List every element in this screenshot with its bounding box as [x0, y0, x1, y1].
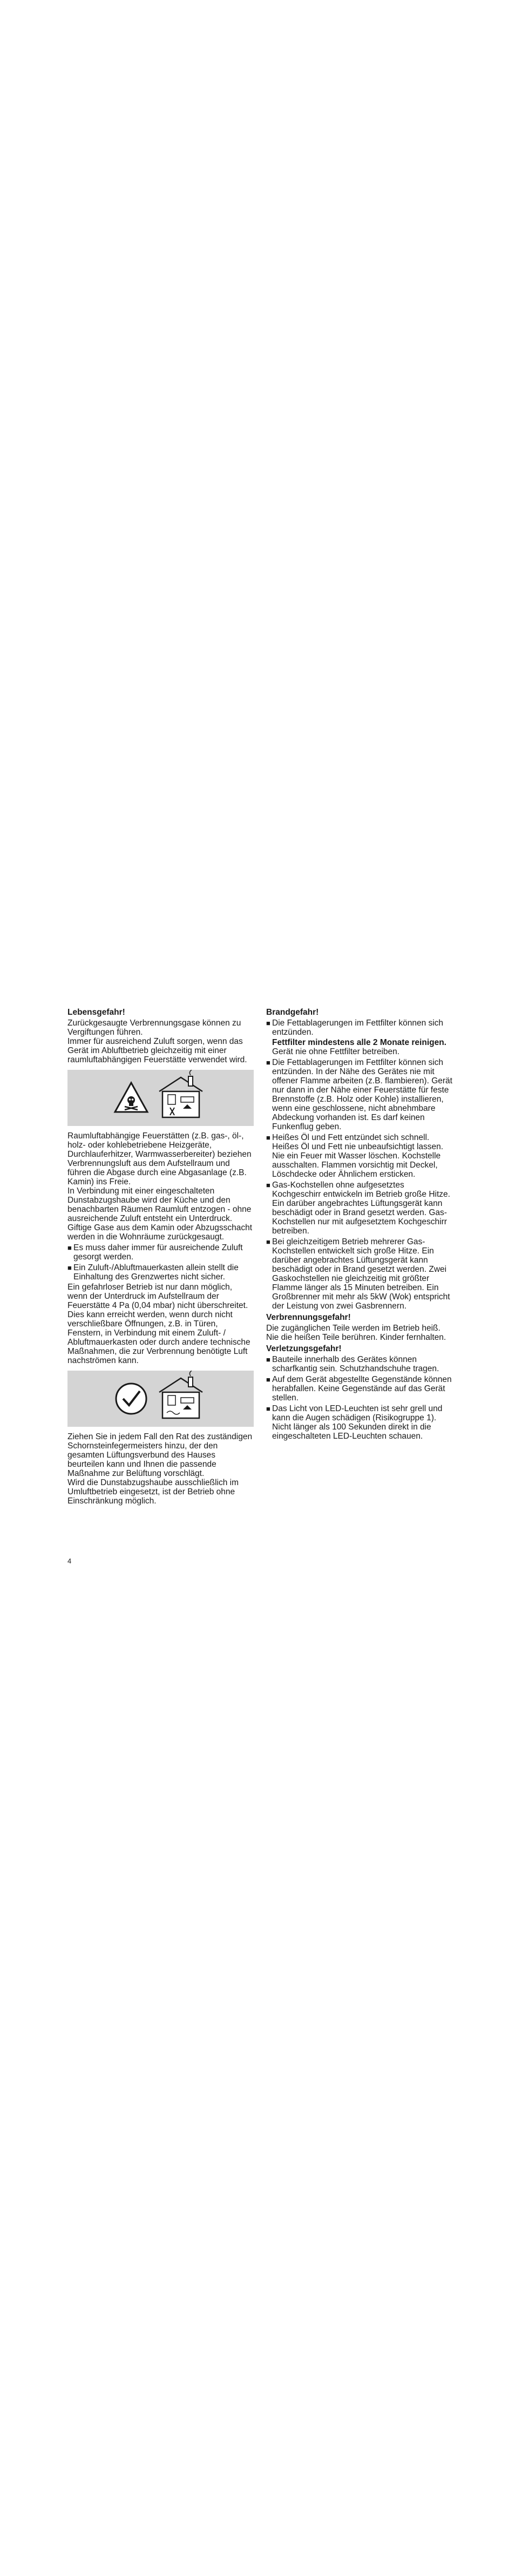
danger-house-icon	[67, 1070, 254, 1126]
checkmark-house-icon	[67, 1371, 254, 1427]
paragraph: Wird die Dunstabzugshaube ausschließlich im Umluftbetrieb eingesetzt, ist der Betrieb ohne Einschränkung möglich.	[67, 1478, 239, 1506]
paragraph: Raumluftabhängige Feuerstätten (z.B. gas-, öl-, holz- oder kohlebetriebene Heizgeräte, Durchlauferhitzer, Warmwasserbereiter) beziehen Verbrennungsluft aus dem Aufstellraum und führen die Abgase durch eine Abgasanlage (z.B. Kamin) ins Freie.	[67, 1131, 252, 1186]
list-item: ■ Bauteile innerhalb des Gerätes können scharfkantig sein. Schutzhandschuhe tragen.	[266, 1355, 439, 1373]
bullet-icon: ■	[266, 1134, 270, 1142]
paragraph: Zurückgesaugte Verbrennungsgase können zu Vergiftungen führen.	[67, 1019, 241, 1037]
heading-lebensgefahr: Lebensgefahr!	[67, 1008, 125, 1017]
paragraph: Ein gefahrloser Betrieb ist nur dann möglich, wenn der Unterdruck im Aufstellraum der Feuerstätte 4 Pa (0,04 mbar) nicht überschreitet. Dies kann erreicht werden, wenn durch nicht verschließbare Öffnungen, z.B. in Türen, Fenstern, in Verbindung mit einem Zuluft- / Abluftmauerkasten oder durch andere technische Maßnahmen, die zur Verbrennung benötigte Luft nachströmen kann.	[67, 1283, 250, 1365]
bullet-icon: ■	[67, 1264, 72, 1272]
bullet-icon: ■	[266, 1405, 270, 1413]
bullet-icon: ■	[266, 1181, 270, 1189]
list-item: ■ Heißes Öl und Fett entzündet sich schnell. Heißes Öl und Fett nie unbeaufsichtigt lassen. Nie ein Feuer mit Wasser löschen. Kochstelle ausschalten. Flammen vorsichtig mit Deckel, Löschdecke oder Ähnlichem ersticken.	[266, 1133, 444, 1179]
list-item: ■ Es muss daher immer für ausreichende Zuluft gesorgt werden.	[67, 1243, 243, 1262]
paragraph: Gerät nie ohne Fettfilter betreiben.	[272, 1047, 400, 1056]
right-column	[266, 1008, 452, 1442]
list-item: ■ Ein Zuluft-/Abluftmauerkasten allein stellt die Einhaltung des Grenzwertes nicht sicher.	[67, 1263, 239, 1282]
left-column	[67, 1008, 254, 1506]
heading-verletzungsgefahr: Verletzungsgefahr!	[266, 1344, 342, 1353]
paragraph: Ziehen Sie in jedem Fall den Rat des zuständigen Schornsteinfegermeisters hinzu, der den gesamten Lüftungsverbund des Hauses beurteilen kann und Ihnen die passende Maßnahme zur Belüftung vorschlägt.	[67, 1432, 253, 1478]
warning-figure	[67, 1070, 254, 1126]
paragraph: In Verbindung mit einer eingeschalteten Dunstabzugshaube wird der Küche und den benachbarten Räumen Raumluft entzogen - ohne ausreichende Zuluft entsteht ein Unterdruck. Giftige Gase aus dem Kamin oder Abzugsschacht werden in die Wohnräume zurückgesaugt.	[67, 1186, 253, 1242]
subheading: Fettfilter mindestens alle 2 Monate reinigen.	[272, 1038, 446, 1047]
page-number: 4	[67, 1557, 72, 1565]
bullet-icon: ■	[266, 1375, 270, 1384]
bullet-icon: ■	[266, 1019, 270, 1027]
ok-figure	[67, 1371, 254, 1427]
paragraph: Immer für ausreichend Zuluft sorgen, wenn das Gerät im Abluftbetrieb gleichzeitig mit einer raumluftabhängigen Feuerstätte verwendet wird.	[67, 1037, 247, 1064]
bullet-icon: ■	[266, 1058, 270, 1067]
bullet-icon: ■	[266, 1238, 270, 1246]
list-item: ■ Das Licht von LED-Leuchten ist sehr grell und kann die Augen schädigen (Risikogruppe 1). Nicht länger als 100 Sekunden direkt in die eingeschalteten LED-Leuchten schauen.	[266, 1404, 443, 1441]
list-item: ■ Die Fettablagerungen im Fettfilter können sich entzünden.	[266, 1019, 444, 1037]
list-item: ■ Gas-Kochstellen ohne aufgesetztes Kochgeschirr entwickeln im Betrieb große Hitze. Ein darüber angebrachtes Lüftungsgerät kann beschädigt oder in Brand gesetzt werden. Gas-Kochstellen nur mit aufgesetztem Kochgeschirr betreiben.	[266, 1181, 450, 1236]
list-item: ■ Bei gleichzeitigem Betrieb mehrerer Gas-Kochstellen entwickelt sich große Hitze. Ein darüber angebrachtes Lüftungsgerät kann beschädigt oder in Brand gesetzt werden. Zwei Gaskochstellen nie gleichzeitig mit größter Flamme länger als 15 Minuten betreiben. Ein Großbrenner mit mehr als 5kW (Wok) entspricht der Leistung von zwei Gasbrennern.	[266, 1237, 450, 1311]
list-item: ■ Die Fettablagerungen im Fettfilter können sich entzünden. In der Nähe des Gerätes nie mit offener Flamme arbeiten (z.B. flambieren). Gerät nur dann in der Nähe einer Feuerstätte für feste Brennstoffe (z.B. Holz oder Kohle) installieren, wenn eine geschlossene, nicht abnehmbare Abdeckung vorhanden ist. Es darf keinen Funkenflug geben.	[266, 1058, 452, 1131]
heading-verbrennungsgefahr: Verbrennungsgefahr!	[266, 1313, 351, 1322]
paragraph: Die zugänglichen Teile werden im Betrieb heiß. Nie die heißen Teile berühren. Kinder fernhalten.	[266, 1324, 446, 1342]
heading-brandgefahr: Brandgefahr!	[266, 1008, 319, 1017]
list-item: ■ Auf dem Gerät abgestellte Gegenstände können herabfallen. Keine Gegenstände auf das Gerät stellen.	[266, 1375, 452, 1402]
bullet-icon: ■	[266, 1356, 270, 1364]
bullet-icon: ■	[67, 1244, 72, 1252]
